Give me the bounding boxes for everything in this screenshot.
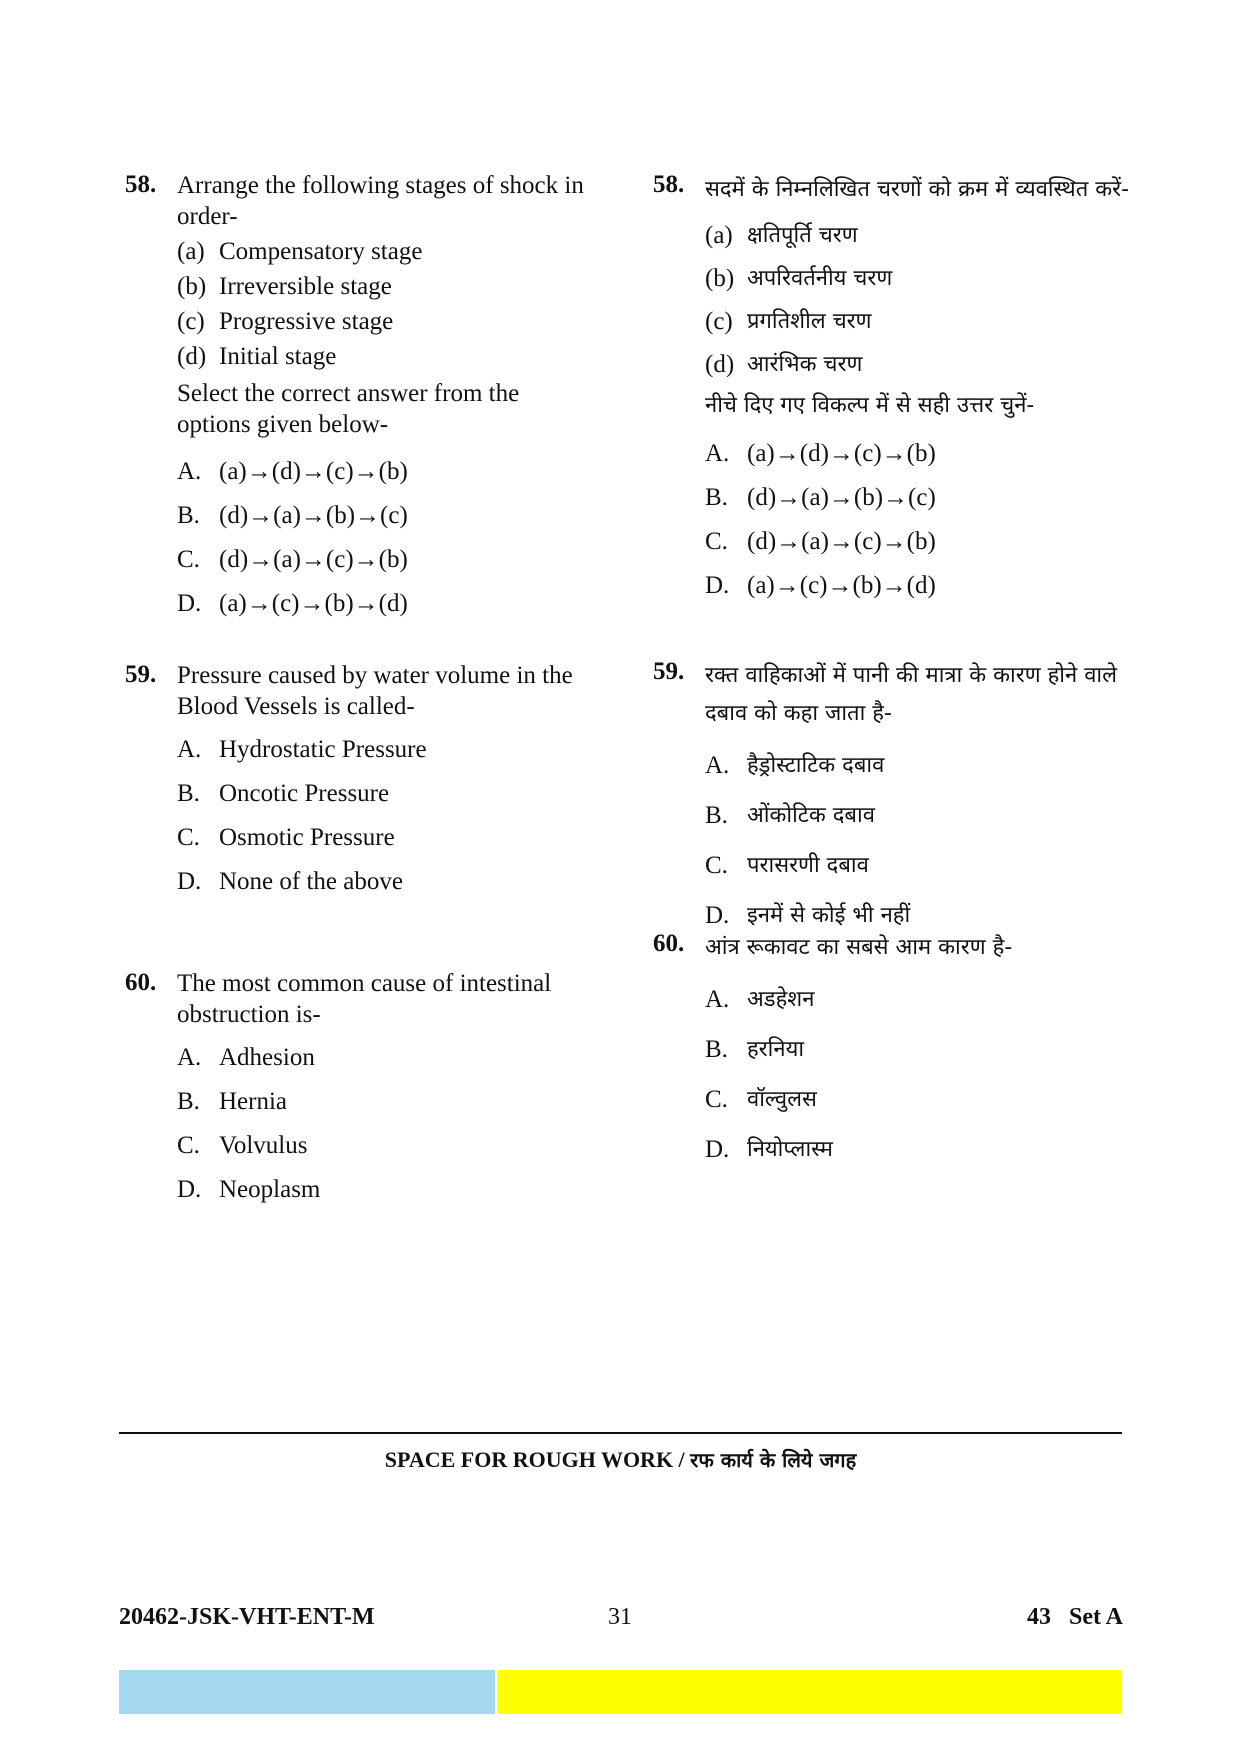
option-label: B.	[177, 502, 200, 529]
option-label: D.	[705, 902, 730, 929]
stage-label: (c)	[177, 308, 205, 335]
stage-text: Progressive stage	[219, 308, 394, 335]
option-text: Adhesion	[219, 1044, 315, 1071]
question-number: 59.	[125, 661, 157, 688]
question-text: रक्त वाहिकाओं में पानी की मात्रा के कारण होने वाले दबाव को कहा जाता है-	[705, 663, 1118, 726]
stage-text: Initial stage	[219, 343, 337, 370]
option-a	[177, 450, 585, 494]
stage-item	[177, 234, 585, 269]
option-c	[177, 538, 585, 582]
instruction: नीचे दिए गए विकल्प में से सही उत्तर चुनें-	[705, 393, 1035, 418]
stage-item	[705, 343, 1133, 386]
option-a	[705, 975, 1133, 1025]
option-label: A.	[177, 736, 202, 763]
stage-item	[177, 269, 585, 304]
option-text: अडहेशन	[747, 987, 815, 1012]
option-text: (d)→(a)→(b)→(c)	[219, 502, 408, 529]
stage-item	[177, 339, 585, 374]
option-label: C.	[177, 1132, 200, 1159]
option-text: None of the above	[219, 868, 403, 895]
option-b	[177, 1080, 585, 1124]
rough-work-label	[119, 1446, 1122, 1473]
option-label: D.	[705, 1136, 730, 1163]
question-number: 58.	[125, 171, 157, 198]
stage-label: (d)	[705, 351, 735, 378]
stage-label: (b)	[705, 265, 735, 292]
question-number: 59.	[653, 658, 685, 685]
option-d	[177, 860, 585, 904]
option-label: A.	[177, 458, 202, 485]
option-text: (d)→(a)→(c)→(b)	[747, 528, 936, 555]
rough-work-label-english: SPACE FOR ROUGH WORK /	[384, 1447, 685, 1472]
option-label: D.	[177, 868, 202, 895]
option-text: इनमें से कोई भी नहीं	[747, 903, 911, 928]
question-number: 58.	[653, 171, 685, 198]
option-label: A.	[705, 752, 730, 779]
stage-text: क्षतिपूर्ति चरण	[747, 223, 858, 248]
option-a	[705, 741, 1133, 791]
option-a	[177, 1036, 585, 1080]
question-58-hi	[653, 170, 1133, 615]
question-60-hi	[653, 929, 1133, 1175]
option-c	[705, 520, 1133, 564]
question-60-en	[125, 968, 585, 1212]
option-text: Neoplasm	[219, 1176, 321, 1203]
option-text: ओंकोटिक दबाव	[747, 803, 875, 828]
stage-label: (b)	[177, 273, 207, 300]
option-label: A.	[705, 986, 730, 1013]
paper-code: 20462-JSK-VHT-ENT-M	[119, 1604, 375, 1630]
option-d	[177, 582, 585, 626]
option-b	[705, 1025, 1133, 1075]
option-label: B.	[177, 1088, 200, 1115]
option-label: C.	[177, 824, 200, 851]
stage-item	[177, 304, 585, 339]
option-label: C.	[177, 546, 200, 573]
option-b	[705, 791, 1133, 841]
stage-text: Irreversible stage	[219, 273, 392, 300]
option-text: (d)→(a)→(b)→(c)	[747, 484, 936, 511]
question-text: Pressure caused by water volume in the Blood Vessels is called-	[177, 662, 573, 720]
stage-label: (c)	[705, 308, 733, 335]
option-label: B.	[705, 1036, 728, 1063]
stage-item	[705, 214, 1133, 257]
option-text: Osmotic Pressure	[219, 824, 395, 851]
option-b	[705, 476, 1133, 520]
question-59-hi	[653, 657, 1133, 929]
option-b	[177, 494, 585, 538]
question-59-en	[125, 660, 585, 968]
option-label: C.	[705, 528, 728, 555]
option-text: Volvulus	[219, 1132, 308, 1159]
stage-text: Compensatory stage	[219, 238, 423, 265]
stage-text: आरंभिक चरण	[747, 352, 863, 377]
option-label: B.	[705, 802, 728, 829]
hindi-column	[653, 170, 1133, 1175]
option-a	[705, 432, 1133, 476]
option-text: हैड्रोस्टाटिक दबाव	[747, 753, 885, 778]
question-text: सदमें के निम्नलिखित चरणों को क्रम में व्यवस्थित करें-	[705, 177, 1130, 202]
option-label: C.	[705, 1086, 728, 1113]
option-text: (a)→(c)→(b)→(d)	[219, 590, 408, 617]
option-label: D.	[177, 590, 202, 617]
question-number: 60.	[125, 969, 157, 996]
option-label: D.	[177, 1176, 202, 1203]
option-a	[177, 728, 585, 772]
option-label: A.	[705, 440, 730, 467]
option-text: (a)→(d)→(c)→(b)	[747, 440, 936, 467]
option-text: वॉल्वुलस	[747, 1087, 817, 1112]
option-text: Hernia	[219, 1088, 288, 1115]
option-label: A.	[177, 1044, 202, 1071]
stage-text: प्रगतिशील चरण	[747, 309, 872, 334]
option-c	[705, 1075, 1133, 1125]
option-label: B.	[177, 780, 200, 807]
stage-label: (a)	[705, 222, 733, 249]
question-58-en	[125, 170, 585, 617]
stage-label: (d)	[177, 343, 207, 370]
option-label: D.	[705, 572, 730, 599]
option-text: हरनिया	[747, 1037, 805, 1062]
question-text: The most common cause of intestinal obstruction is-	[177, 970, 552, 1028]
option-b	[177, 772, 585, 816]
question-number: 60.	[653, 930, 685, 957]
option-d	[177, 1168, 585, 1212]
english-column	[125, 170, 585, 1212]
page-number: 31	[608, 1604, 632, 1630]
option-text: Oncotic Pressure	[219, 780, 390, 807]
stage-label: (a)	[177, 238, 205, 265]
option-text: (d)→(a)→(c)→(b)	[219, 546, 408, 573]
color-bar-yellow	[497, 1670, 1122, 1714]
option-c	[177, 1124, 585, 1168]
option-c	[705, 841, 1133, 891]
option-text: Hydrostatic Pressure	[219, 736, 427, 763]
rough-work-divider	[119, 1432, 1122, 1434]
option-text: परासरणी दबाव	[747, 853, 869, 878]
option-label: C.	[705, 852, 728, 879]
stage-item	[705, 300, 1133, 343]
option-d	[705, 1125, 1133, 1175]
option-c	[177, 816, 585, 860]
instruction: Select the correct answer from the options given below-	[177, 380, 520, 438]
stage-text: अपरिवर्तनीय चरण	[747, 266, 893, 291]
question-text: आंत्र रूकावट का सबसे आम कारण है-	[705, 935, 1013, 960]
option-text: (a)→(c)→(b)→(d)	[747, 572, 936, 599]
set-label: 43 Set A	[1027, 1604, 1123, 1630]
rough-work-label-hindi: रफ कार्य के लिये जगह	[690, 1448, 857, 1472]
option-text: नियोप्लास्म	[747, 1137, 833, 1162]
option-text: (a)→(d)→(c)→(b)	[219, 458, 408, 485]
stage-item	[705, 257, 1133, 300]
question-text: Arrange the following stages of shock in order-	[177, 172, 584, 230]
option-label: B.	[705, 484, 728, 511]
color-bar-blue	[119, 1670, 495, 1714]
option-d	[705, 564, 1133, 608]
